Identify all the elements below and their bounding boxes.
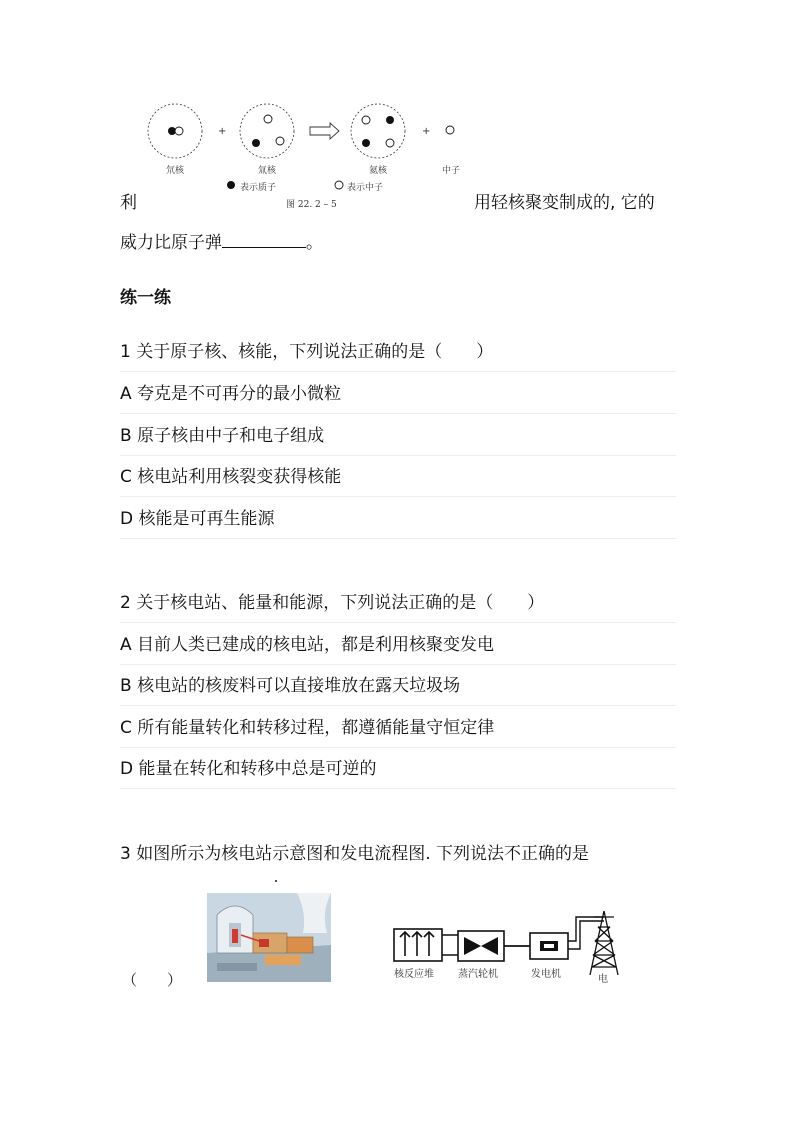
legend-neutron-icon (335, 181, 343, 189)
question-3-answer-paren: （ ） (122, 971, 183, 989)
divider (120, 788, 676, 789)
question-1-stem: 1 关于原子核、核能，下列说法正确的是（ ） (120, 342, 494, 362)
fusion-figure (140, 96, 480, 196)
label-tritium: 氚核 (258, 166, 277, 176)
divider (120, 371, 676, 372)
legend-proton-icon (227, 181, 235, 189)
intro-line1-end: 用轻核聚变制成的, 它的 (474, 193, 655, 213)
divider (120, 413, 676, 414)
question-3-stem: 3 如图所示为核电站示意图和发电流程图. 下列说法不正确的是 (120, 844, 590, 864)
intro-line2-text: 威力比原子弹 (120, 233, 222, 253)
neutron-icon (276, 137, 284, 145)
svg-text:+: + (422, 126, 431, 137)
flow-label-turbine: 蒸汽轮机 (458, 969, 498, 980)
intro-line2-end: 。 (306, 233, 323, 253)
question-2-stem: 2 关于核电站、能量和能源，下列说法正确的是（ ） (120, 593, 545, 613)
divider (120, 622, 676, 623)
label-neutron: 中子 (442, 166, 461, 176)
legend-proton-label: 表示质子 (240, 183, 277, 193)
question-2-option-b[interactable]: B 核电站的核废料可以直接堆放在露天垃圾场 (120, 676, 461, 696)
divider (120, 747, 676, 748)
helium-nucleus (351, 104, 405, 158)
figure-caption: 图 22. 2 – 5 (286, 200, 337, 210)
question-1-option-b[interactable]: B 原子核由中子和电子组成 (120, 426, 325, 446)
divider (120, 705, 676, 706)
label-helium: 氦核 (369, 166, 388, 176)
dot-mark (275, 880, 277, 882)
intro-line1-start: 利 (120, 193, 137, 213)
legend-neutron-label: 表示中子 (347, 183, 384, 193)
flow-label-electricity: 电 (598, 974, 608, 985)
intro-line2 (120, 232, 323, 254)
question-1-option-a[interactable]: A 夸克是不可再分的最小微粒 (120, 384, 342, 404)
flow-label-generator: 发电机 (531, 969, 561, 980)
proton-icon (252, 139, 260, 147)
divider (120, 538, 676, 539)
question-2-option-c[interactable]: C 所有能量转化和转移过程，都遵循能量守恒定律 (120, 718, 495, 738)
divider (120, 664, 676, 665)
proton-icon (386, 116, 394, 124)
svg-text:+: + (218, 126, 227, 137)
nuclear-plant-illustration (207, 893, 331, 982)
neutron-icon (386, 139, 394, 147)
divider (120, 455, 676, 456)
divider (120, 496, 676, 497)
label-deuterium: 氘核 (166, 166, 185, 176)
neutron-icon (446, 126, 454, 134)
neutron-icon (264, 115, 272, 123)
proton-icon (362, 139, 370, 147)
flow-label-reactor: 核反应堆 (394, 969, 434, 980)
neutron-icon (175, 127, 183, 135)
question-1-option-c[interactable]: C 核电站利用核裂变获得核能 (120, 467, 342, 487)
neutron-icon (362, 116, 370, 124)
tritium-nucleus (240, 104, 294, 158)
arrow-right-icon (310, 123, 339, 139)
fill-blank[interactable] (222, 233, 306, 248)
question-1-option-d[interactable]: D 核能是可再生能源 (120, 509, 275, 529)
question-2-option-a[interactable]: A 目前人类已建成的核电站，都是利用核聚变发电 (120, 635, 495, 655)
question-2-option-d[interactable]: D 能量在转化和转移中总是可逆的 (120, 759, 377, 779)
section-title: 练一练 (120, 288, 171, 308)
